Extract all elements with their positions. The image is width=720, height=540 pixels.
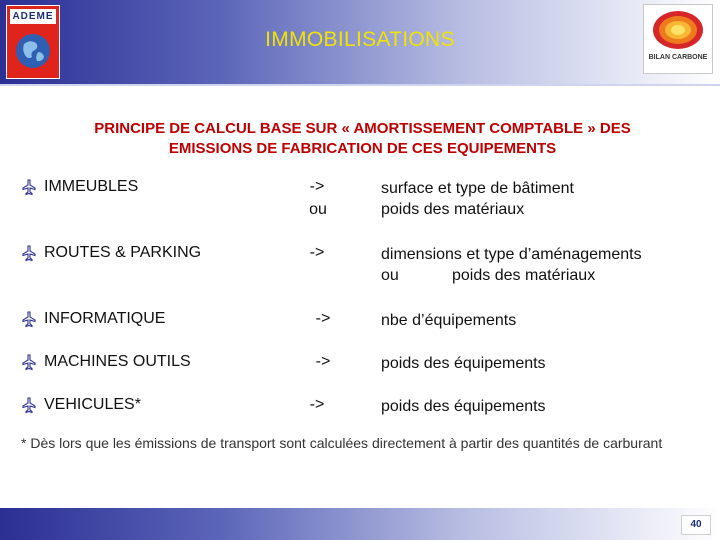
item-label: MACHINES OUTILS: [44, 353, 191, 370]
plane-bullet-icon: [22, 244, 36, 262]
plane-bullet-icon: [22, 310, 36, 328]
ademe-logo-text: ADEME: [10, 9, 56, 24]
description-line-1: poids des équipements: [381, 355, 546, 372]
page-title: IMMOBILISATIONS: [265, 28, 455, 51]
description-line-2: poids des matériaux: [381, 201, 525, 218]
bilan-carbone-emblem-icon: [652, 10, 704, 50]
description-line-1: dimensions et type d’aménagements: [381, 246, 642, 263]
slide-subtitle: [20, 119, 705, 159]
item-label: INFORMATIQUE: [44, 310, 166, 327]
item-arrow: ->: [309, 178, 325, 195]
item-description: [381, 396, 711, 417]
description-line-2: [381, 265, 711, 286]
item-arrow: ->: [309, 244, 325, 261]
plane-bullet-icon: [22, 353, 36, 371]
item-description: [381, 244, 711, 286]
bilan-carbone-logo-text: BILAN CARBONE: [648, 54, 708, 61]
description-ou: ou: [381, 267, 399, 284]
item-description: [381, 310, 711, 331]
description-line-2-text: poids des matériaux: [452, 267, 596, 284]
item-label: ROUTES & PARKING: [44, 244, 202, 261]
bilan-carbone-logo: [643, 4, 713, 74]
item-description: [381, 353, 711, 374]
description-line-1: poids des équipements: [381, 398, 546, 415]
subtitle-line-1: PRINCIPE DE CALCUL BASE SUR « AMORTISSEMENT COMPTABLE » DES: [94, 120, 631, 137]
item-arrow-ou: ou: [309, 201, 327, 218]
page-number: 40: [681, 515, 711, 535]
item-arrow: ->: [315, 353, 331, 370]
description-line-1: surface et type de bâtiment: [381, 180, 574, 197]
item-label: VEHICULES*: [44, 396, 141, 413]
footer-band: [0, 508, 720, 540]
item-label: IMMEUBLES: [44, 178, 139, 195]
header-divider: [0, 84, 720, 86]
footnote: * Dès lors que les émissions de transport sont calculées directement à partir des quantités de carburant: [21, 435, 663, 451]
plane-bullet-icon: [22, 178, 36, 196]
item-arrow: ->: [309, 396, 325, 413]
plane-bullet-icon: [22, 396, 36, 414]
subtitle-line-2: EMISSIONS DE FABRICATION DE CES EQUIPEMENTS: [168, 140, 557, 157]
item-arrow: ->: [315, 310, 331, 327]
item-description: [381, 178, 711, 220]
description-line-1: nbe d’équipements: [381, 312, 517, 329]
